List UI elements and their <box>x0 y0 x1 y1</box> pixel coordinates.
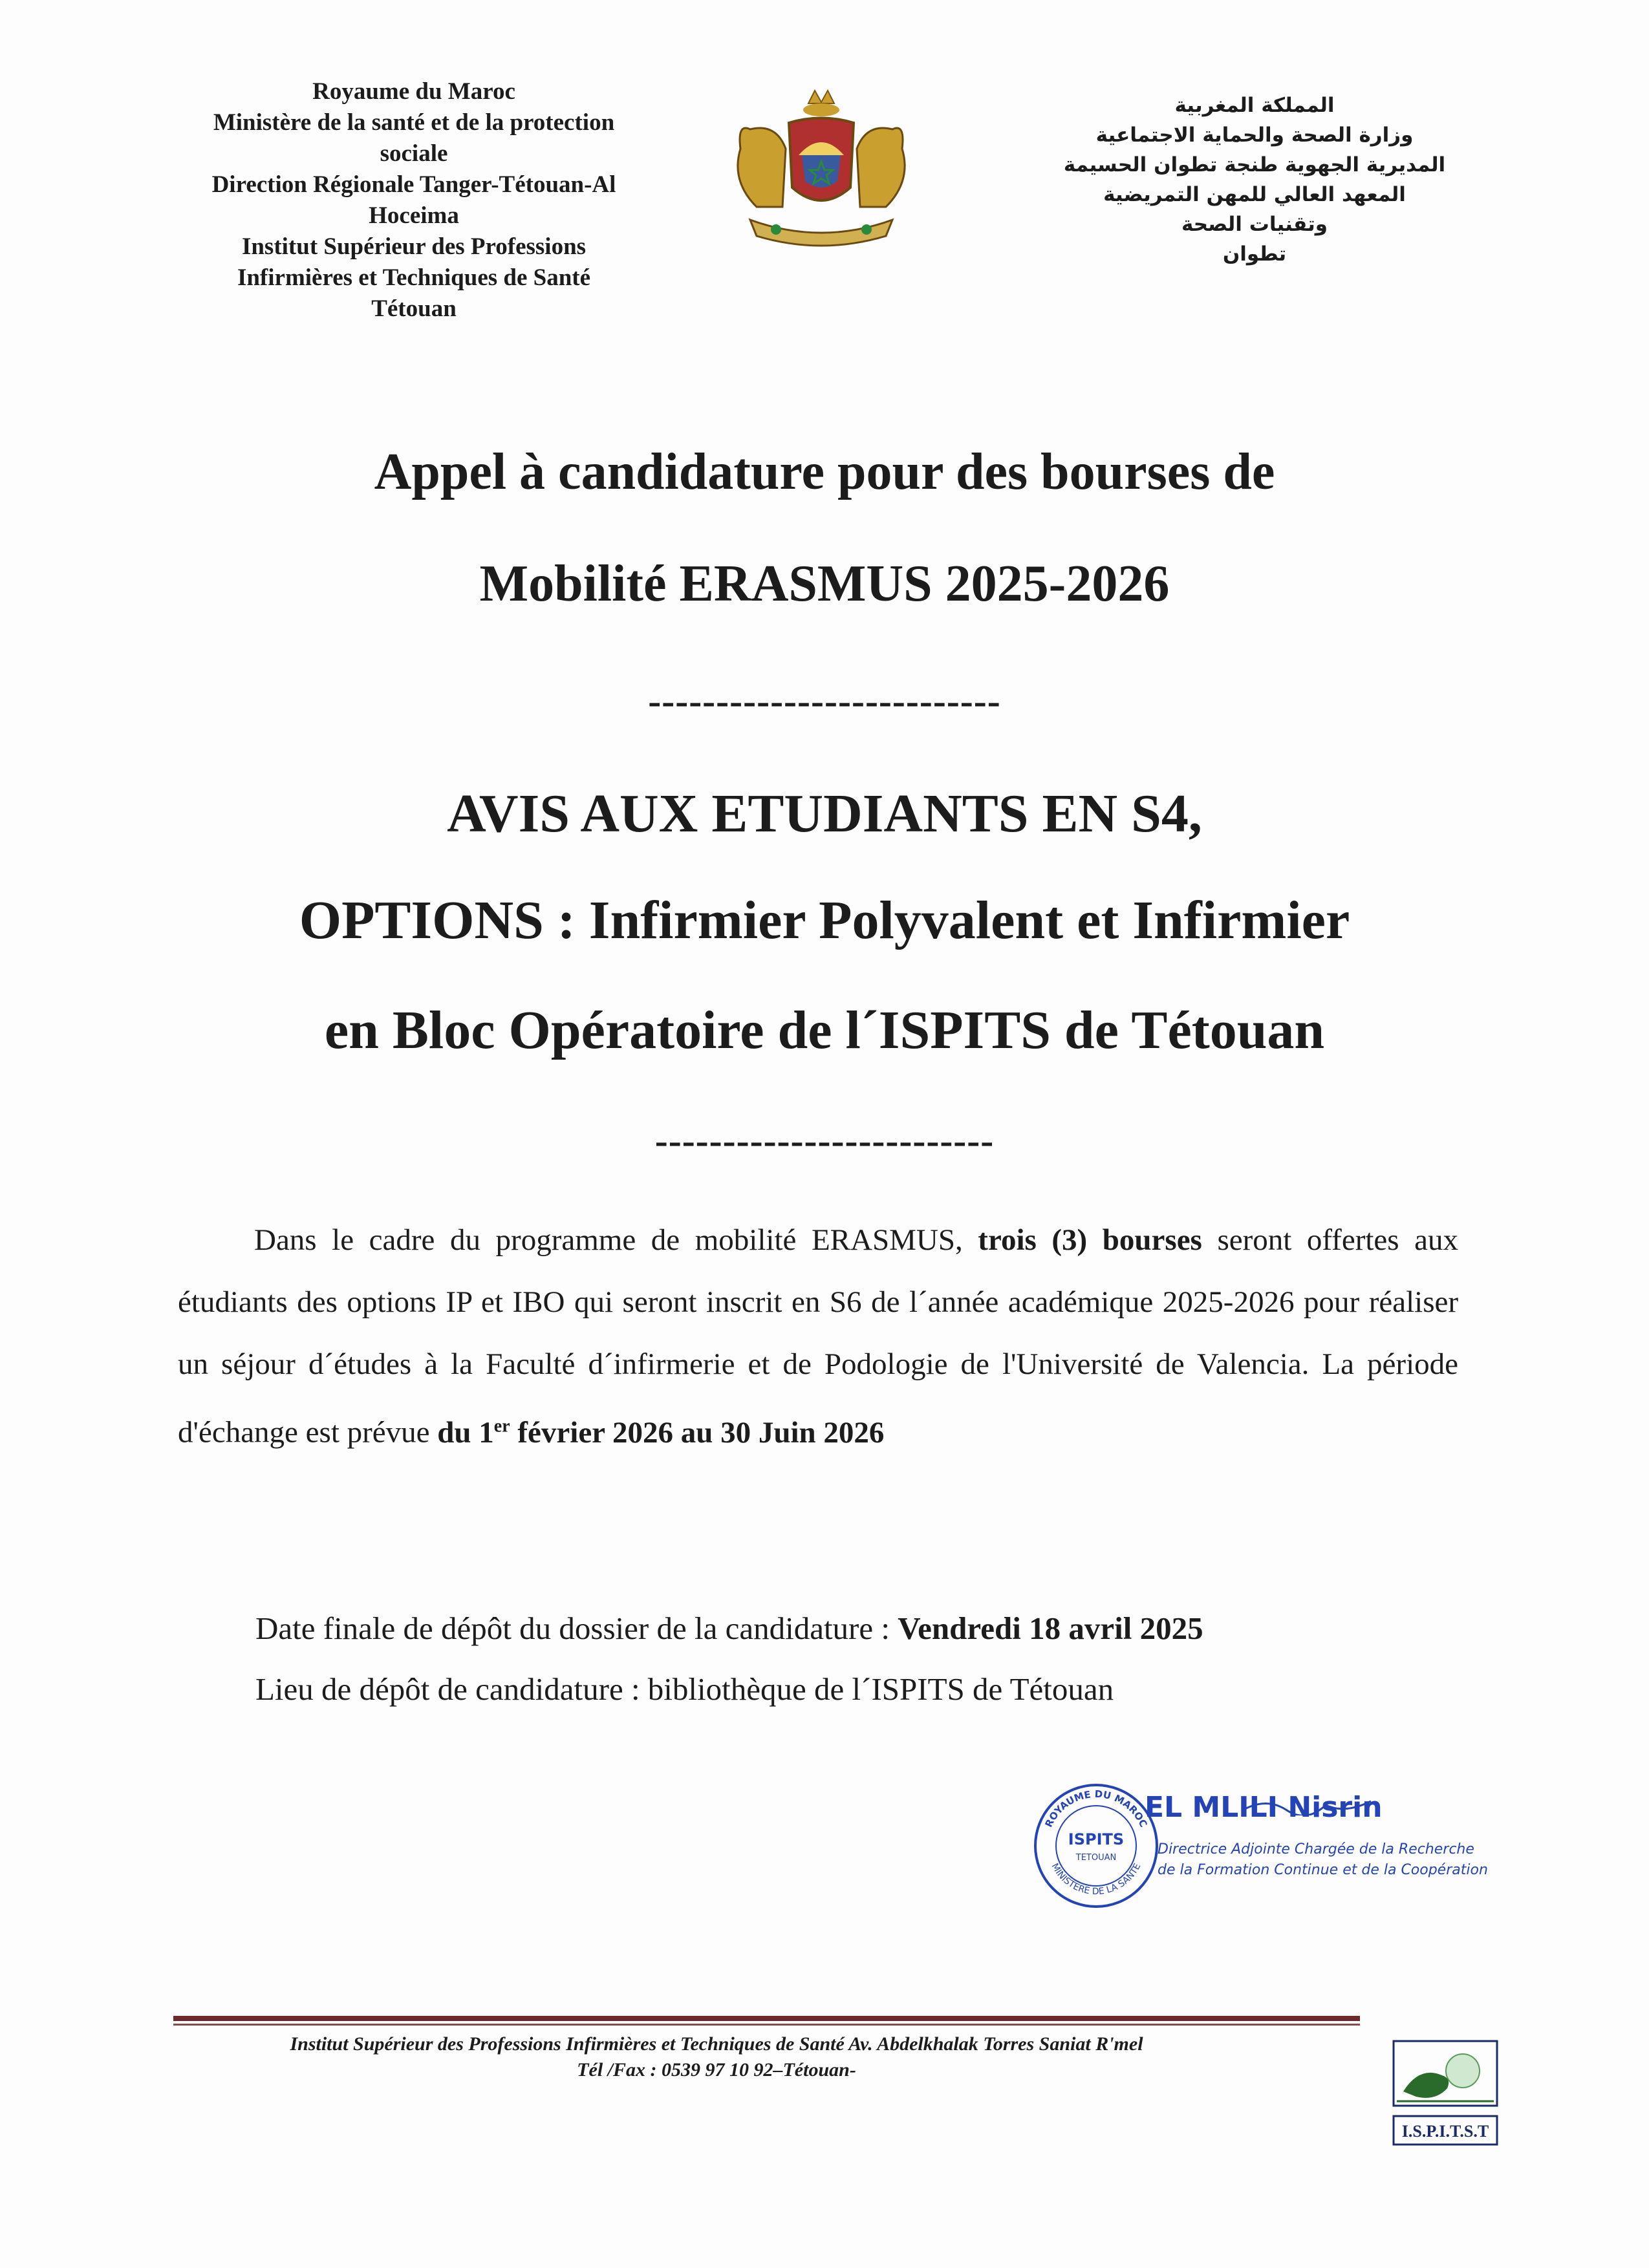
header-right-line: وتقنيات الصحة <box>1181 213 1328 236</box>
location-line: Lieu de dépôt de candidature : bibliothèque de l´ISPITS de Tétouan <box>255 1671 1114 1707</box>
body-text: Dans le cadre du programme de mobilité ERASMUS, <box>254 1223 978 1257</box>
title-line-2: Mobilité ERASMUS 2025-2026 <box>479 555 1170 612</box>
superscript: er <box>493 1416 510 1436</box>
deadline-line <box>255 1598 1203 1659</box>
signatory-name: EL MLILI Nisrin <box>1145 1791 1383 1824</box>
body-bold: du 1 <box>437 1415 494 1450</box>
header-right-line: المملكة المغربية <box>1174 94 1335 117</box>
institute-logo <box>1390 2040 1500 2156</box>
footer-address: Institut Supérieur des Professions Infirmières et Techniques de Santé Av. Abdelkhalak Torres Saniat R'mel <box>290 2033 1143 2055</box>
signature-block <box>1145 1791 1488 1881</box>
header-left-line: Ministère de la santé et de la protection <box>213 109 615 136</box>
handwritten-signature <box>1242 1796 1384 1815</box>
stamp-center-text: ISPITS <box>1068 1830 1125 1848</box>
header-right-arabic <box>1028 91 1481 269</box>
body-paragraph <box>178 1209 1458 1464</box>
header-right-line: تطوان <box>1222 242 1287 266</box>
svg-text:ROYAUME DU MAROC <box>1042 1788 1149 1829</box>
body-bold-dates <box>437 1416 884 1450</box>
body-bold: février 2026 au 30 Juin 2026 <box>510 1415 885 1450</box>
notice-line-1: AVIS AUX ETUDIANTS EN S4, <box>447 784 1202 844</box>
footer-rule <box>173 2016 1360 2021</box>
stamp-top-text: ROYAUME DU MAROC <box>1042 1788 1150 1830</box>
header-right-line: المعهد العالي للمهن التمريضية <box>1103 183 1406 206</box>
header-left-line: sociale <box>380 140 448 167</box>
footer-rule-thin <box>173 2024 1360 2026</box>
header-left-line: Royaume du Maroc <box>312 78 515 105</box>
body-text: seront offertes aux étudiants des options IP et IBO qui seront inscrit en S6 de l´année académique 2025-2026 pour réaliser un séjour d´études à la Faculté d´infirmerie et de Podologie de l'Université de Valencia. La période d'échange est prévue <box>178 1223 1458 1450</box>
body-bold: trois (3) bourses <box>978 1223 1202 1257</box>
signatory-title-line-2: de la Formation Continue et de la Coopération <box>1158 1862 1488 1878</box>
notice-line-3: en Bloc Opératoire de l´ISPITS de Tétouan <box>324 1000 1325 1060</box>
header-left-line: Direction Régionale Tanger-Tétouan-Al <box>211 171 616 198</box>
deadline-label: Date finale de dépôt du dossier de la candidature : <box>255 1610 898 1646</box>
header-right-line: وزارة الصحة والحماية الاجتماعية <box>1095 123 1414 147</box>
title-line-1: Appel à candidature pour des bourses de <box>374 444 1275 500</box>
deadline-value: Vendredi 18 avril 2025 <box>898 1610 1203 1646</box>
stamp-city-text: TETOUAN <box>1075 1853 1117 1863</box>
footer-phone: Tél /Fax : 0539 97 10 92–Tétouan- <box>577 2059 856 2081</box>
header-left-line: Tétouan <box>371 295 457 322</box>
footer <box>173 2031 1260 2083</box>
official-stamp <box>1031 1781 1161 1910</box>
separator: ------------------------- <box>654 1119 995 1162</box>
notice-line-2: OPTIONS : Infirmier Polyvalent et Infirmier <box>299 890 1350 950</box>
separator: -------------------------- <box>648 679 1001 722</box>
header-left <box>162 76 666 325</box>
signatory-title-line-1: Directrice Adjointe Chargée de la Recherche <box>1158 1841 1474 1857</box>
header-left-line: Infirmières et Techniques de Santé <box>237 264 591 291</box>
header-right-line: المديرية الجهوية طنجة تطوان الحسيمة <box>1063 153 1446 177</box>
coat-of-arms-emblem <box>711 84 931 252</box>
svg-text:MINISTERE DE LA SANTE <box>1050 1862 1143 1897</box>
logo-text: I.S.P.I.T.S.T <box>1401 2122 1489 2141</box>
header-left-line: Hoceima <box>369 202 459 229</box>
header-left-line: Institut Supérieur des Professions <box>241 233 587 260</box>
stamp-bottom-text: MINISTERE DE LA SANTE <box>1049 1861 1143 1898</box>
